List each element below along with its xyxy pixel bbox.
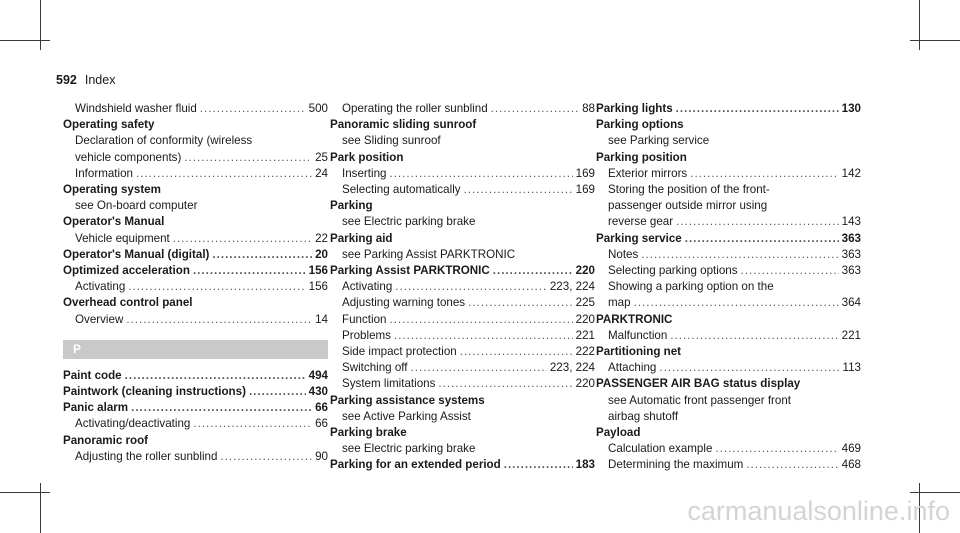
- entry-text: Overhead control panel: [63, 296, 193, 310]
- index-subentry: [596, 133, 861, 149]
- page-reference[interactable]: 363: [841, 264, 861, 278]
- entry-text: see Electric parking brake: [342, 215, 476, 229]
- index-subentry: [596, 198, 861, 214]
- entry-text: see On-board computer: [75, 199, 198, 213]
- index-subentry[interactable]: [596, 166, 861, 182]
- page-reference[interactable]: 500: [308, 102, 328, 115]
- index-subentry: [63, 198, 328, 214]
- dot-leader: [220, 449, 312, 465]
- index-subentry[interactable]: [330, 101, 595, 117]
- dot-leader: [249, 384, 306, 400]
- dot-leader: [659, 360, 839, 376]
- letter-heading: P: [63, 340, 328, 359]
- page-reference[interactable]: 113: [842, 361, 861, 375]
- index-entry[interactable]: [63, 400, 328, 416]
- page-reference[interactable]: 66: [315, 401, 328, 415]
- dot-leader: [193, 263, 306, 279]
- dot-leader: [715, 441, 838, 457]
- index-entry: [596, 312, 861, 328]
- entry-text: PARKTRONIC: [596, 312, 673, 326]
- page-reference[interactable]: 25: [315, 150, 328, 164]
- index-entry: [596, 344, 861, 360]
- index-subentry[interactable]: [330, 312, 595, 328]
- dot-leader: [193, 416, 312, 432]
- entry-text: Information: [75, 166, 133, 180]
- index-entry[interactable]: [63, 263, 328, 279]
- dot-leader: [676, 101, 839, 117]
- page-reference[interactable]: 142: [841, 166, 861, 180]
- index-subentry[interactable]: [63, 166, 328, 182]
- entry-text: Parking brake: [330, 426, 407, 440]
- page-reference[interactable]: 130: [841, 102, 861, 115]
- dot-leader: [394, 328, 573, 344]
- entry-text: Payload: [596, 426, 641, 440]
- entry-text: Declaration of conformity (wireless: [75, 134, 253, 148]
- index-subentry[interactable]: [330, 295, 595, 311]
- index-subentry[interactable]: [596, 328, 861, 344]
- entry-text: Attaching: [608, 361, 657, 375]
- entry-text: Parking lights: [596, 102, 673, 115]
- index-subentry[interactable]: [596, 295, 861, 311]
- page-reference[interactable]: 24: [315, 166, 328, 180]
- page-reference[interactable]: 468: [841, 458, 861, 472]
- index-subentry: [330, 409, 595, 425]
- page-reference[interactable]: 20: [315, 247, 328, 261]
- entry-text: Parking: [330, 199, 373, 213]
- index-column-2: [330, 101, 595, 474]
- index-subentry[interactable]: [330, 166, 595, 182]
- entry-text: passenger outside mirror using: [608, 199, 768, 213]
- dot-leader: [136, 166, 312, 182]
- page-reference[interactable]: 220: [575, 377, 595, 391]
- page-reference[interactable]: 156: [308, 280, 328, 294]
- entry-text: Inserting: [342, 166, 387, 180]
- entry-text: Operating system: [63, 183, 161, 197]
- section-title: Index: [84, 73, 116, 87]
- page-reference[interactable]: 156: [308, 264, 328, 278]
- entry-text: Function: [342, 312, 387, 326]
- entry-text: Optimized acceleration: [63, 264, 190, 278]
- page-reference[interactable]: 143: [841, 215, 861, 229]
- crop-mark: [919, 0, 920, 50]
- index-subentry[interactable]: [330, 328, 595, 344]
- entry-text: Operating the roller sunblind: [342, 102, 488, 115]
- dot-leader: [670, 328, 838, 344]
- dot-leader: [468, 295, 573, 311]
- index-entry: [596, 376, 861, 392]
- watermark: carmanualsonline.info: [687, 496, 950, 526]
- index-entry[interactable]: [63, 368, 328, 384]
- entry-text: Switching off: [342, 361, 408, 375]
- entry-text: Operating safety: [63, 118, 155, 132]
- dot-leader: [125, 368, 306, 384]
- index-subentry[interactable]: [596, 247, 861, 263]
- index-entry: [330, 198, 595, 214]
- entry-text: Showing a parking option on the: [608, 280, 774, 294]
- index-entry: [63, 433, 328, 449]
- dot-leader: [131, 400, 312, 416]
- dot-leader: [460, 344, 573, 360]
- dot-leader: [389, 312, 572, 328]
- entry-text: Panoramic roof: [63, 433, 149, 447]
- dot-leader: [491, 101, 579, 117]
- index-entry: [63, 295, 328, 311]
- dot-leader: [184, 150, 312, 166]
- entry-text: see Sliding sunroof: [342, 134, 441, 148]
- index-subentry[interactable]: [330, 360, 595, 376]
- dot-leader: [641, 247, 838, 263]
- index-entry: [596, 150, 861, 166]
- page-reference[interactable]: 220: [575, 312, 595, 326]
- index-entry[interactable]: [63, 384, 328, 400]
- index-subentry[interactable]: [63, 101, 328, 117]
- entry-text: Panic alarm: [63, 401, 129, 415]
- crop-mark: [0, 40, 50, 41]
- entry-text: Activating/deactivating: [75, 417, 191, 431]
- page-reference[interactable]: 430: [308, 385, 328, 399]
- index-subentry: [330, 133, 595, 149]
- entry-text: Vehicle equipment: [75, 231, 170, 245]
- entry-text: Determining the maximum: [608, 458, 744, 472]
- entry-text: Adjusting the roller sunblind: [75, 449, 218, 463]
- entry-text: Activating: [75, 280, 126, 294]
- page-reference[interactable]: 90: [315, 449, 328, 463]
- entry-text: Parking assistance systems: [330, 393, 485, 407]
- entry-text: Problems: [342, 328, 391, 342]
- entry-text: PASSENGER AIR BAG status display: [596, 377, 801, 391]
- entry-text: Calculation example: [608, 442, 713, 456]
- page-reference[interactable]: 88: [582, 102, 595, 115]
- index-entry: [63, 214, 328, 230]
- dot-leader: [173, 231, 312, 247]
- page-reference[interactable]: 223, 224: [549, 361, 595, 375]
- index-subentry[interactable]: [63, 150, 328, 166]
- entry-text: reverse gear: [608, 215, 674, 229]
- index-column-1: [63, 101, 328, 465]
- dot-leader: [126, 312, 312, 328]
- entry-text: Parking options: [596, 118, 684, 132]
- index-subentry[interactable]: [63, 312, 328, 328]
- index-subentry[interactable]: [596, 457, 861, 473]
- page-reference[interactable]: 183: [575, 458, 595, 472]
- page-reference[interactable]: 169: [575, 166, 595, 180]
- index-entry[interactable]: [63, 247, 328, 263]
- index-subentry: [596, 279, 861, 295]
- entry-text: Panoramic sliding sunroof: [330, 118, 477, 132]
- entry-text: airbag shutoff: [608, 409, 679, 423]
- index-entry[interactable]: [596, 101, 861, 117]
- entry-text: Parking position: [596, 150, 687, 164]
- index-column-3: [596, 101, 861, 474]
- dot-leader: [411, 360, 547, 376]
- index-entry[interactable]: [330, 457, 595, 473]
- dot-leader: [438, 376, 572, 392]
- dot-leader: [685, 231, 839, 247]
- index-entry: [63, 182, 328, 198]
- page-header: [56, 73, 115, 87]
- index-subentry[interactable]: [596, 441, 861, 457]
- entry-text: Parking service: [596, 231, 682, 245]
- page-reference[interactable]: 363: [841, 247, 861, 261]
- entry-text: see Electric parking brake: [342, 442, 476, 456]
- entry-text: Partitioning net: [596, 345, 682, 359]
- page-reference[interactable]: 223, 224: [549, 280, 595, 294]
- entry-text: Operator's Manual (digital): [63, 247, 210, 261]
- page-reference[interactable]: 494: [308, 368, 328, 382]
- entry-text: vehicle components): [75, 150, 182, 164]
- entry-text: Selecting parking options: [608, 264, 738, 278]
- entry-text: Parking for an extended period: [330, 458, 501, 472]
- page-number: 592: [56, 73, 77, 87]
- page-reference[interactable]: 364: [841, 296, 861, 310]
- page-reference[interactable]: 66: [315, 417, 328, 431]
- page-reference[interactable]: 220: [575, 264, 595, 278]
- page-reference[interactable]: 363: [841, 231, 861, 245]
- dot-leader: [212, 247, 312, 263]
- index-entry: [330, 393, 595, 409]
- dot-leader: [395, 279, 547, 295]
- index-subentry[interactable]: [330, 279, 595, 295]
- entry-text: Parking Assist PARKTRONIC: [330, 264, 490, 278]
- page-reference[interactable]: 221: [575, 328, 595, 342]
- dot-leader: [634, 295, 839, 311]
- entry-text: Side impact protection: [342, 345, 457, 359]
- index-entry: [596, 425, 861, 441]
- entry-text: Selecting automatically: [342, 183, 461, 197]
- dot-leader: [128, 279, 305, 295]
- index-subentry: [596, 182, 861, 198]
- dot-leader: [464, 182, 573, 198]
- index-subentry: [63, 133, 328, 149]
- entry-text: Storing the position of the front-: [608, 183, 770, 197]
- entry-text: Adjusting warning tones: [342, 296, 466, 310]
- dot-leader: [676, 214, 839, 230]
- entry-text: map: [608, 296, 631, 310]
- index-entry: [330, 425, 595, 441]
- entry-text: Windshield washer fluid: [75, 102, 197, 115]
- crop-mark: [0, 492, 50, 493]
- crop-mark: [40, 0, 41, 50]
- index-subentry[interactable]: [330, 182, 595, 198]
- crop-mark: [40, 483, 41, 533]
- index-subentry[interactable]: [63, 231, 328, 247]
- page-reference[interactable]: 169: [575, 183, 595, 197]
- index-subentry[interactable]: [330, 376, 595, 392]
- entry-text: Notes: [608, 247, 639, 261]
- index-subentry[interactable]: [63, 416, 328, 432]
- index-subentry: [330, 247, 595, 263]
- entry-text: Activating: [342, 280, 393, 294]
- dot-leader: [504, 457, 573, 473]
- entry-text: see Parking service: [608, 134, 710, 148]
- entry-text: see Parking Assist PARKTRONIC: [342, 247, 516, 261]
- page-reference[interactable]: 221: [841, 328, 861, 342]
- entry-text: System limitations: [342, 377, 436, 391]
- index-subentry: [596, 409, 861, 425]
- entry-text: Overview: [75, 312, 124, 326]
- crop-mark: [910, 40, 960, 41]
- index-subentry[interactable]: [596, 263, 861, 279]
- dot-leader: [493, 263, 573, 279]
- index-entry[interactable]: [596, 231, 861, 247]
- page-reference[interactable]: 225: [575, 296, 595, 310]
- index-subentry: [330, 441, 595, 457]
- entry-text: see Active Parking Assist: [342, 409, 471, 423]
- entry-text: see Automatic front passenger front: [608, 393, 792, 407]
- entry-text: Exterior mirrors: [608, 166, 688, 180]
- entry-text: Parking aid: [330, 231, 393, 245]
- index-subentry[interactable]: [596, 360, 861, 376]
- dot-leader: [200, 101, 306, 117]
- index-subentry[interactable]: [330, 344, 595, 360]
- crop-mark: [910, 492, 960, 493]
- index-subentry[interactable]: [63, 449, 328, 465]
- index-subentry[interactable]: [63, 279, 328, 295]
- dot-leader: [389, 166, 572, 182]
- index-entry[interactable]: [330, 263, 595, 279]
- entry-text: Paint code: [63, 368, 122, 382]
- index-entry: [330, 150, 595, 166]
- index-entry: [330, 231, 595, 247]
- entry-text: Park position: [330, 150, 404, 164]
- entry-text: Malfunction: [608, 328, 668, 342]
- page-reference[interactable]: 22: [315, 231, 328, 245]
- dot-leader: [690, 166, 838, 182]
- entry-text: Operator's Manual: [63, 215, 165, 229]
- index-subentry: [330, 214, 595, 230]
- page-reference[interactable]: 222: [575, 345, 595, 359]
- index-entry: [596, 117, 861, 133]
- index-subentry[interactable]: [596, 214, 861, 230]
- index-entry: [330, 117, 595, 133]
- dot-leader: [741, 263, 839, 279]
- entry-text: Paintwork (cleaning instructions): [63, 385, 246, 399]
- index-entry: [63, 117, 328, 133]
- index-subentry: [596, 393, 861, 409]
- dot-leader: [746, 457, 838, 473]
- page-reference[interactable]: 14: [315, 312, 328, 326]
- page-reference[interactable]: 469: [841, 442, 861, 456]
